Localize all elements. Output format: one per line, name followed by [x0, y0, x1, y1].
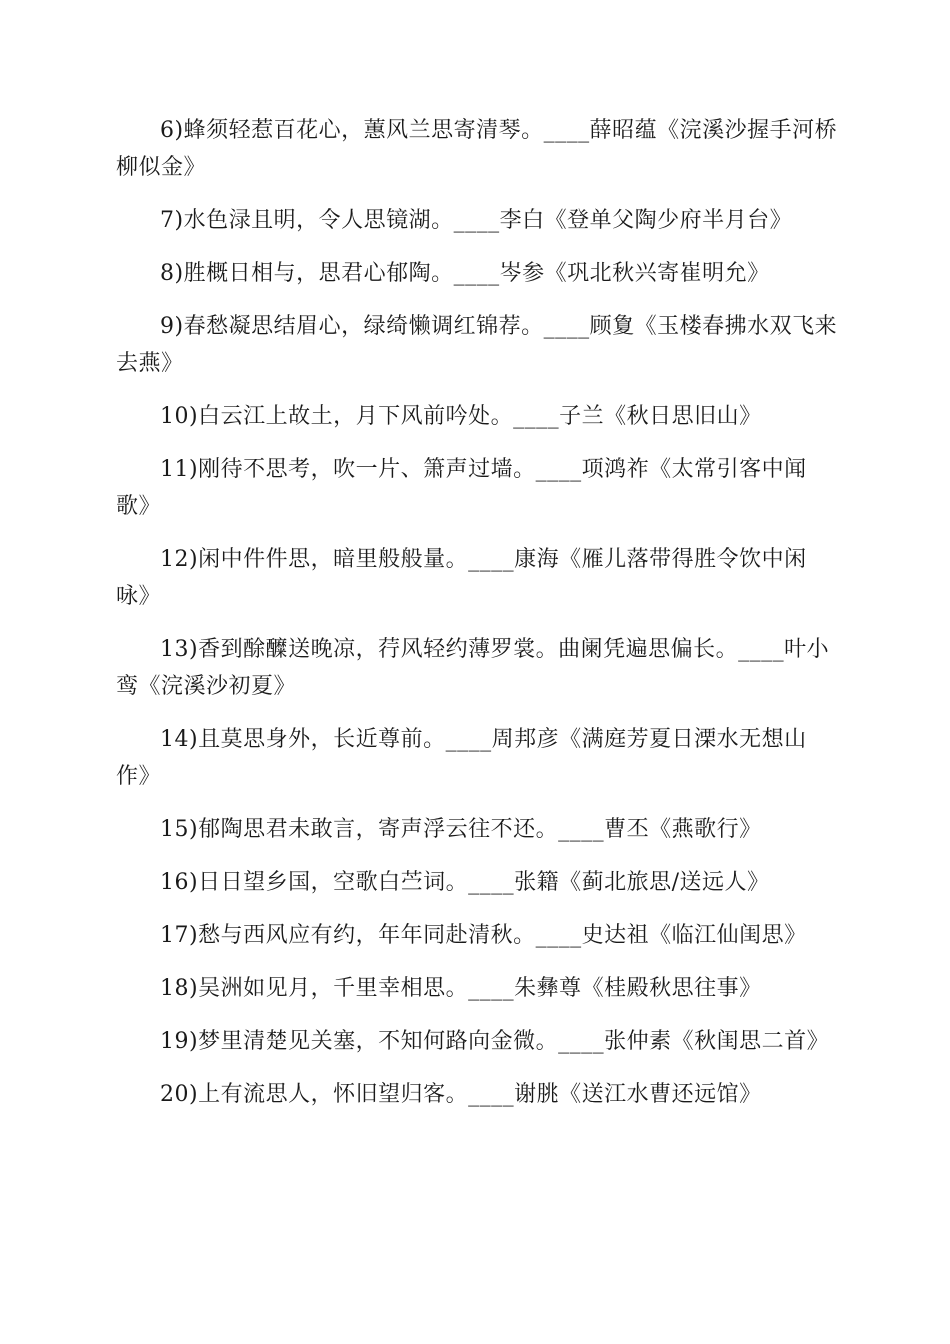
quote-line-8: 8)胜概日相与，思君心郁陶。____岑参《巩北秋兴寄崔明允》 — [160, 261, 770, 286]
poem-quote-list — [116, 112, 840, 1129]
quote-line-6: 6)蜂须轻惹百花心，蕙风兰思寄清琴。____薛昭蕴《浣溪沙握手河桥柳似金》 — [116, 118, 838, 180]
quote-line-9: 9)春愁凝思结眉心，绿绮懒调红锦荐。____顾夐《玉楼春拂水双飞来去燕》 — [116, 314, 838, 376]
quote-line-14: 14)且莫思身外，长近尊前。____周邦彦《满庭芳夏日溧水无想山作》 — [116, 727, 807, 789]
quote-line-19: 19)梦里清楚见关塞，不知何路向金微。____张仲素《秋闺思二首》 — [160, 1029, 830, 1054]
quote-line-18: 18)吴洲如见月，千里幸相思。____朱彝尊《桂殿秋思往事》 — [160, 976, 762, 1001]
quote-line-17: 17)愁与西风应有约，年年同赴清秋。____史达祖《临江仙闺思》 — [160, 923, 807, 948]
quote-line-16: 16)日日望乡国，空歌白苎词。____张籍《蓟北旅思/送远人》 — [160, 870, 770, 895]
quote-line-7: 7)水色渌且明，令人思镜湖。____李白《登单父陶少府半月台》 — [160, 208, 793, 233]
quote-line-20: 20)上有流思人，怀旧望归客。____谢朓《送江水曹还远馆》 — [160, 1082, 762, 1107]
quote-line-13: 13)香到酴醾送晚凉，荇风轻约薄罗裳。曲阑凭遍思偏长。____叶小鸾《浣溪沙初夏》 — [116, 637, 830, 699]
quote-line-10: 10)白云江上故土，月下风前吟处。____子兰《秋日思旧山》 — [160, 404, 762, 429]
quote-line-11: 11)刚待不思考，吹一片、箫声过墙。____项鸿祚《太常引客中闻歌》 — [116, 457, 807, 519]
quote-line-12: 12)闲中件件思，暗里般般量。____康海《雁儿落带得胜令饮中闲咏》 — [116, 547, 807, 609]
quote-line-15: 15)郁陶思君未敢言，寄声浮云往不还。____曹丕《燕歌行》 — [160, 817, 762, 842]
